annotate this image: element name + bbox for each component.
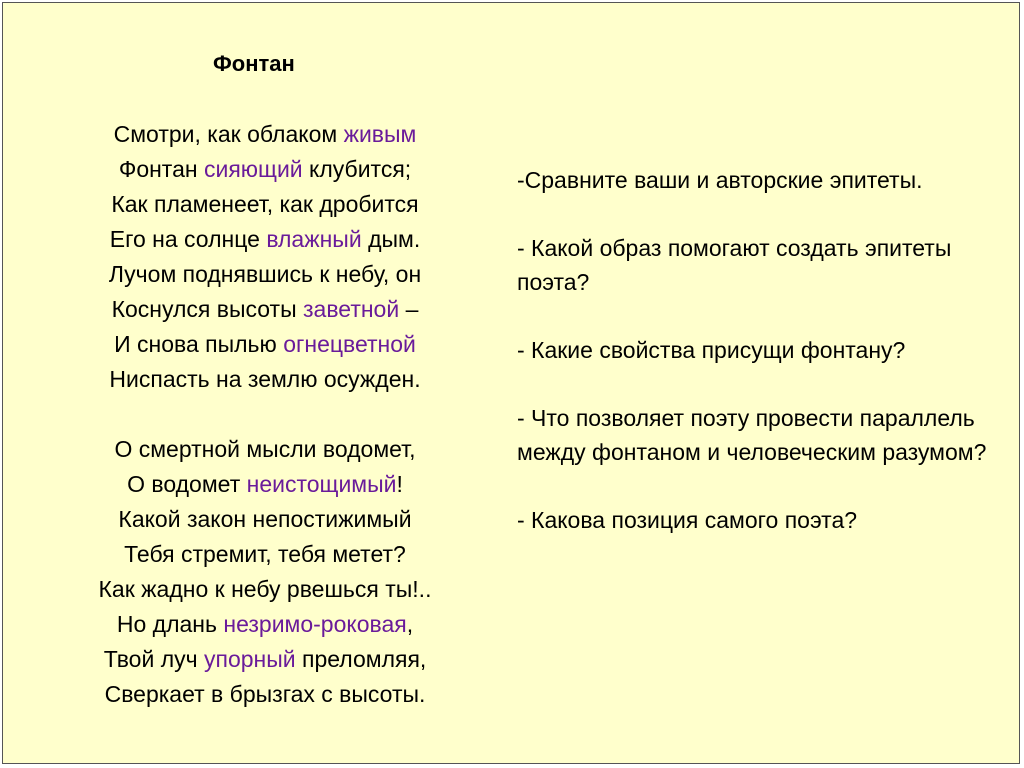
poem-stanza-1 xyxy=(45,117,485,397)
poem-stanza-2 xyxy=(45,432,485,712)
epithet: упорный xyxy=(204,646,296,672)
poem-line: Его на солнце влажный дым. xyxy=(109,226,421,252)
poem-line: Как пламенеет, как дробится xyxy=(111,191,419,217)
poem-line: О водомет неистощимый! xyxy=(127,471,403,497)
question-image: - Какой образ помогают создать эпитеты поэта? xyxy=(517,235,952,295)
poem-line: Коснулся высоты заветной – xyxy=(111,296,419,322)
discussion-questions xyxy=(517,163,987,571)
poem-line: Лучом поднявшись к небу, он xyxy=(108,261,422,287)
epithet: огнецветной xyxy=(283,331,416,357)
epithet: живым xyxy=(343,121,417,147)
poem-line: Фонтан сияющий клубится; xyxy=(118,156,412,182)
poem-title: Фонтан xyxy=(213,51,295,76)
poem-line: Ниспасть на землю осужден. xyxy=(109,366,421,392)
poem-text xyxy=(45,117,485,712)
slide xyxy=(2,2,1020,764)
question-compare-epithets: -Сравните ваши и авторские эпитеты. xyxy=(517,167,923,193)
poem-line: Твой луч упорный преломляя, xyxy=(103,646,427,672)
epithet: влажный xyxy=(266,226,362,252)
epithet: сияющий xyxy=(203,156,303,182)
poem-line: Сверкает в брызгах с высоты. xyxy=(104,681,426,707)
poem-line: О смертной мысли водомет, xyxy=(114,436,416,462)
poem-line: Как жадно к небу рвешься ты!.. xyxy=(98,576,432,602)
poem-line: Но длань незримо-роковая, xyxy=(116,611,414,637)
poem-line: Смотри, как облаком живым xyxy=(113,121,417,147)
epithet: незримо-роковая xyxy=(223,611,407,637)
poem-line: Тебя стремит, тебя метет? xyxy=(124,541,406,567)
poem-line: Какой закон непостижимый xyxy=(118,506,412,532)
question-author-position: - Какова позиция самого поэта? xyxy=(517,507,858,533)
epithet: неистощимый xyxy=(246,471,397,497)
question-properties: - Какие свойства присущи фонтану? xyxy=(517,337,906,363)
poem-line: И снова пылью огнецветной xyxy=(114,331,416,357)
question-parallel: - Что позволяет поэту провести параллель между фонтаном и человеческим разумом? xyxy=(517,405,987,465)
epithet: заветной xyxy=(303,296,400,322)
